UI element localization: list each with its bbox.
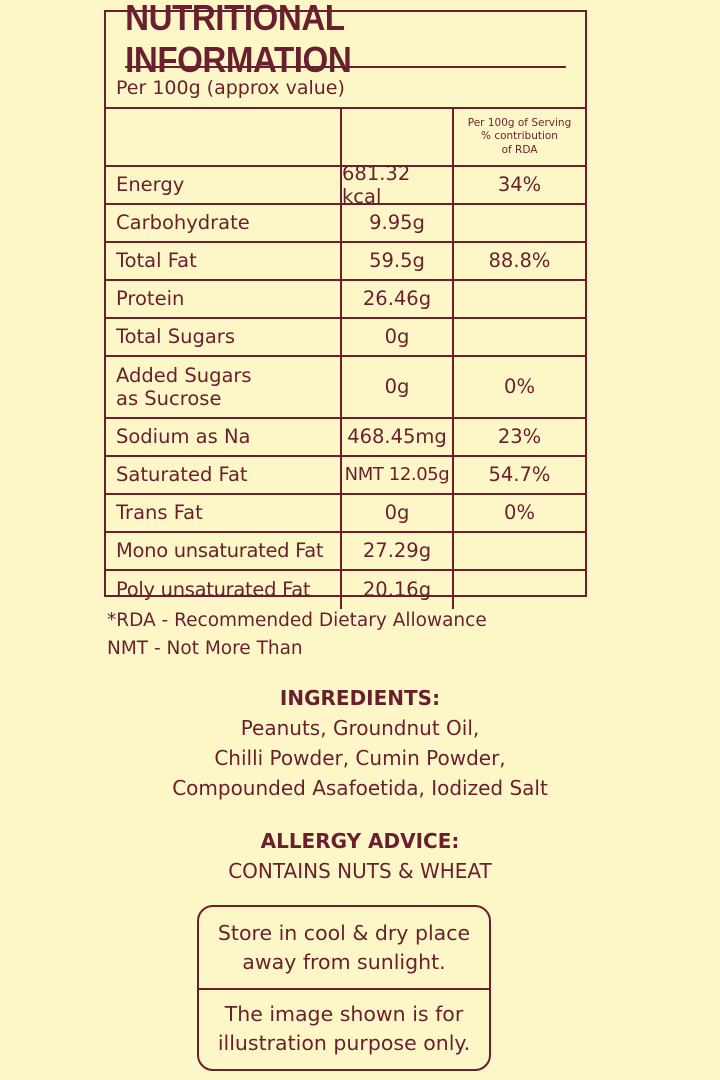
table-row: [106, 281, 585, 319]
header-blank-cell: [342, 109, 454, 165]
nutrient-value: 468.45mg: [342, 419, 454, 455]
nutrient-rda: [454, 281, 585, 317]
rda-header-line: of RDA: [501, 143, 538, 156]
nutrient-value: 0g: [342, 357, 454, 417]
nutrient-name: Sodium as Na: [106, 419, 342, 455]
nutrient-name: Energy: [106, 167, 342, 203]
nutrient-value: 681.32 kcal: [342, 167, 454, 203]
nutrient-value: 27.29g: [342, 533, 454, 569]
ingredients-line: Peanuts, Groundnut Oil,: [240, 716, 480, 740]
table-row: [106, 419, 585, 457]
rda-footnote: *RDA - Recommended Dietary Allowance: [107, 610, 487, 631]
nutrient-name-line: Added Sugars: [116, 363, 252, 387]
rda-header-line: % contribution: [481, 130, 558, 143]
disclaimer-line: illustration purpose only.: [217, 1031, 471, 1055]
nutrient-rda: [454, 205, 585, 241]
nutrient-rda: 34%: [497, 173, 542, 197]
per-100g-label: Per 100g (approx value): [106, 68, 585, 109]
nutrient-value: 20.16g: [342, 571, 454, 609]
nutrient-name: Carbohydrate: [106, 205, 342, 241]
nutrient-value: 0g: [342, 319, 454, 355]
disclaimer-line: The image shown is for: [224, 1002, 464, 1026]
nutrient-name: Protein: [106, 281, 342, 317]
storage-box: [197, 905, 491, 1071]
ingredients-section: [0, 683, 720, 803]
table-header-row: [106, 109, 585, 167]
table-row: [106, 319, 585, 357]
table-row: [106, 243, 585, 281]
nutrient-value: 26.46g: [342, 281, 454, 317]
nutrient-rda: [454, 571, 585, 609]
nutrient-value: 59.5g: [342, 243, 454, 279]
nutrition-table: [104, 0, 587, 602]
image-disclaimer: [199, 990, 489, 1068]
table-row: [106, 161, 585, 208]
nmt-footnote: NMT - Not More Than: [107, 638, 303, 659]
table-row: [106, 571, 585, 609]
storage-line: Store in cool & dry place: [217, 920, 471, 945]
nutrient-rda: [454, 533, 585, 569]
allergy-section: [0, 826, 720, 886]
footnotes: [107, 607, 487, 663]
allergy-text: CONTAINS NUTS & WHEAT: [228, 859, 492, 883]
nutrition-grid: [106, 109, 585, 609]
storage-instructions: [199, 907, 489, 988]
nutrient-value: NMT 12.05g: [342, 457, 454, 493]
nutrient-name: Poly unsaturated Fat: [106, 571, 342, 609]
ingredients-heading: INGREDIENTS:: [279, 686, 441, 710]
header-blank-cell: [106, 109, 342, 165]
table-row: [106, 495, 585, 533]
allergy-heading: ALLERGY ADVICE:: [260, 829, 460, 853]
nutrient-value: 9.95g: [342, 205, 454, 241]
nutrient-name: Total Fat: [106, 243, 342, 279]
nutrient-rda: 54.7%: [488, 463, 551, 487]
nutrient-rda: 88.8%: [488, 249, 551, 273]
nutrient-rda: 0%: [504, 501, 535, 525]
nutrient-name: Trans Fat: [106, 495, 342, 531]
nutrient-name: Total Sugars: [106, 319, 342, 355]
nutrient-value: 0g: [342, 495, 454, 531]
storage-line: away from sunlight.: [242, 949, 446, 974]
nutrient-rda: 23%: [497, 425, 542, 449]
table-row: [106, 457, 585, 495]
nutrient-name: Saturated Fat: [106, 457, 342, 493]
rda-header-cell: [454, 109, 585, 165]
table-row: [106, 205, 585, 243]
nutrient-name: Mono unsaturated Fat: [106, 533, 342, 569]
table-row: [106, 357, 585, 419]
nutrient-rda: 0%: [504, 375, 535, 399]
table-row: [106, 533, 585, 571]
nutrient-rda: [454, 319, 585, 355]
nutrient-name: [106, 357, 342, 417]
nutrient-name-line: as Sucrose: [116, 387, 222, 410]
nutrition-title: NUTRITIONAL INFORMATION: [125, 12, 566, 68]
ingredients-line: Chilli Powder, Cumin Powder,: [214, 746, 506, 770]
rda-header-line: Per 100g of Serving: [467, 117, 572, 130]
ingredients-line: Compounded Asafoetida, Iodized Salt: [172, 776, 548, 800]
